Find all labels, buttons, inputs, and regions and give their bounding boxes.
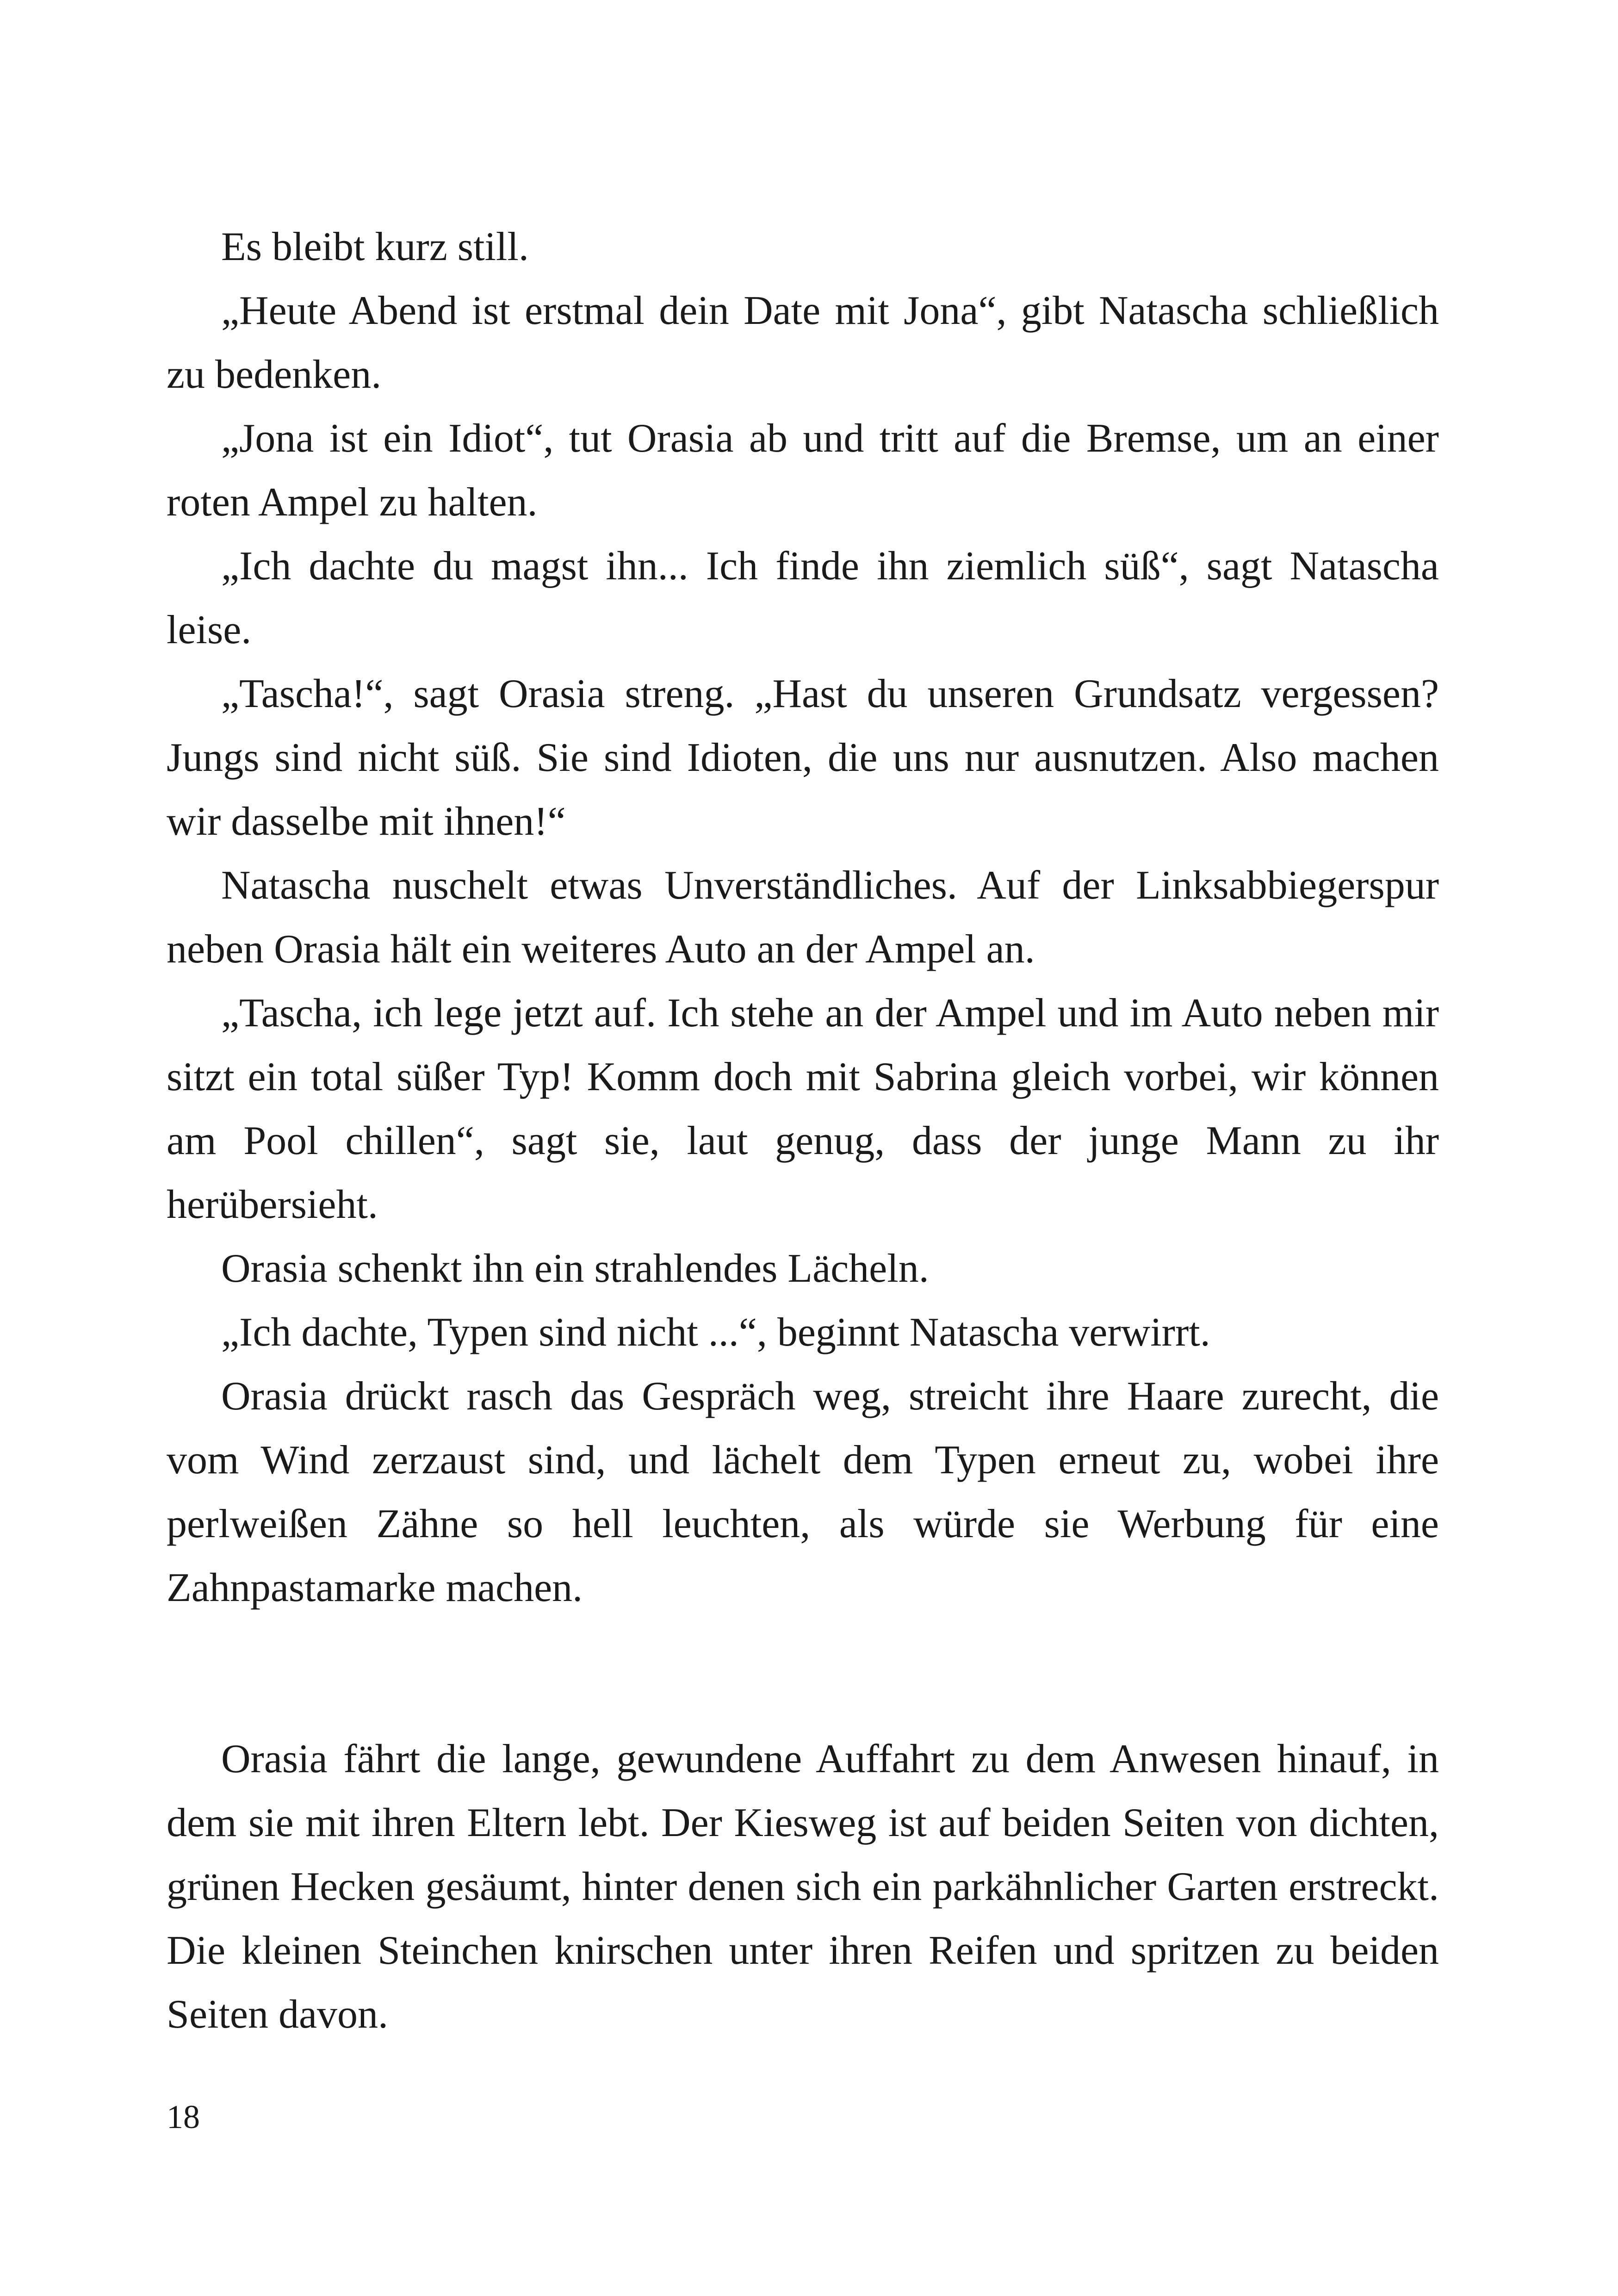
page-number: 18 [167, 2098, 200, 2135]
section-1 [167, 215, 1439, 1620]
paragraph: Es bleibt kurz still. [221, 224, 529, 269]
paragraph: Orasia fährt die lange, gewundene Auffahrt zu dem Anwesen hinauf, in dem sie mit ihren Eltern lebt. Der Kiesweg ist auf beiden Seiten von dichten, grünen Hecken gesäumt, hinter denen sich ein parkähnlicher Garten erstreckt. Die kleinen Steinchen knirschen unter ihren Reifen und spritzen zu beiden Seiten davon. [167, 1737, 1439, 2037]
paragraph: „Tascha!“, sagt Orasia streng. „Hast du unseren Grundsatz vergessen? Jungs sind nicht süß. Sie sind Idioten, die uns nur ausnutzen. Also machen wir dasselbe mit ihnen!“ [167, 671, 1439, 844]
paragraph: Orasia schenkt ihn ein strahlendes Lächeln. [221, 1246, 929, 1291]
paragraph: „Ich dachte, Typen sind nicht ...“, beginnt Natascha verwirrt. [221, 1310, 1210, 1355]
paragraph: Natascha nuschelt etwas Unverständliches. Auf der Linksabbiegerspur neben Orasia hält ein weiteres Auto an der Ampel an. [167, 863, 1439, 972]
paragraph: Orasia drückt rasch das Gespräch weg, streicht ihre Haare zurecht, die vom Wind zerzaust sind, und lächelt dem Typen erneut zu, wobei ihre perlweißen Zähne so hell leuchten, als würde sie Werbung für eine Zahnpastamarke machen. [167, 1374, 1439, 1610]
paragraph: „Ich dachte du magst ihn... Ich finde ihn ziemlich süß“, sagt Natascha leise. [167, 544, 1439, 652]
paragraph: „Tascha, ich lege jetzt auf. Ich stehe an der Ampel und im Auto neben mir sitzt ein total süßer Typ! Komm doch mit Sabrina gleich vorbei, wir können am Pool chillen“, sagt sie, laut genug, dass der junge Mann zu ihr herübersieht. [167, 991, 1439, 1227]
section-2 [167, 1727, 1439, 2047]
paragraph: „Jona ist ein Idiot“, tut Orasia ab und tritt auf die Bremse, um an einer roten Ampel zu halten. [167, 416, 1439, 525]
paragraph: „Heute Abend ist erstmal dein Date mit Jona“, gibt Natascha schließlich zu bedenken. [167, 288, 1439, 397]
